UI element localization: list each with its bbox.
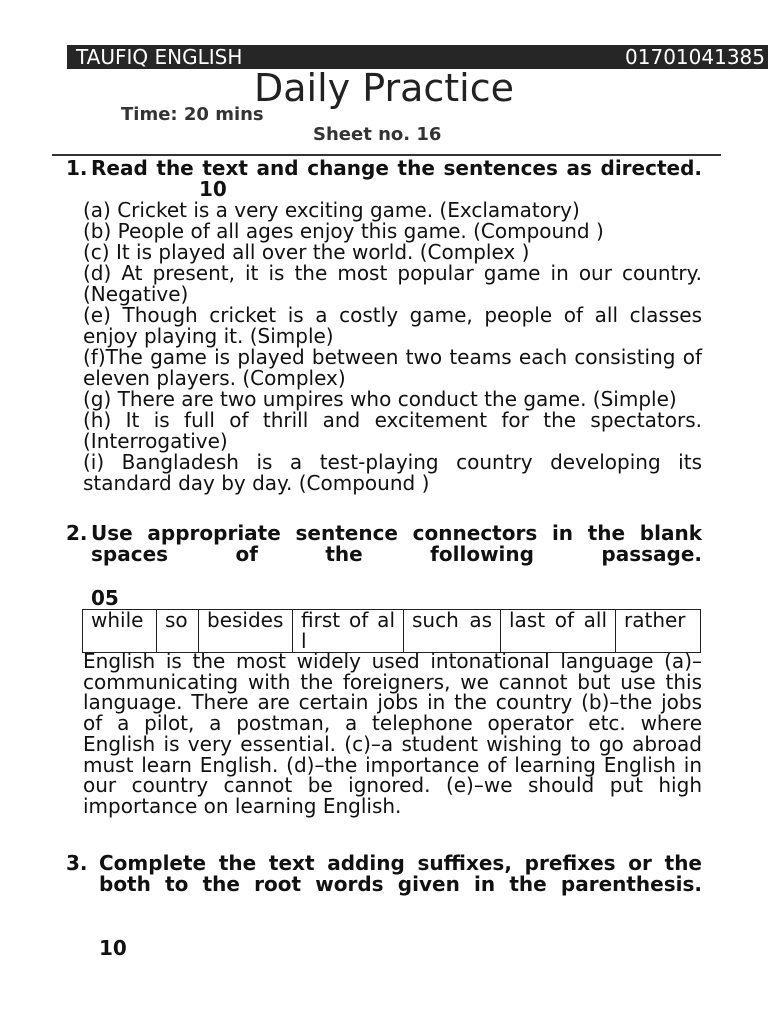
question-3-marks: 10 [99, 936, 127, 960]
list-item: (d) At present, it is the most popular game in our country. (Negative) [83, 261, 702, 306]
table-row [83, 610, 701, 653]
list-item: (e) Though cricket is a costly game, people of all classes enjoy playing it. (Simple) [83, 303, 702, 348]
question-3 [66, 853, 702, 895]
question-3-number: 3. [66, 851, 88, 875]
question-2-passage: English is the most widely used intonational language (a)–communicating with the foreigners, we cannot but use this language. There are certain jobs in the country (b)–the jobs of a pilot, a postman, a telephone operator etc. where English is very essential. (c)–a student wishing to go abroad must learn English. (d)–the importance of learning English in our country cannot be ignored. (e)–we should put high importance on learning English. [83, 649, 702, 818]
question-2-marks: 05 [91, 586, 119, 610]
question-1-text: Read the text and change the sentences as directed. [91, 156, 702, 180]
question-2 [66, 523, 702, 565]
connector-cell: such as [404, 610, 501, 653]
question-2-text: Use appropriate sentence connectors in the blank spaces of the following passage. [91, 521, 702, 566]
list-item: (h) It is full of thrill and excitement for the spectators. (Interrogative) [83, 408, 702, 453]
question-1-marks: 10 [199, 177, 227, 201]
question-2-number: 2. [66, 521, 88, 545]
question-1-instruction [91, 158, 702, 200]
list-item: (f)The game is played between two teams each consisting of eleven players. (Complex) [83, 345, 702, 390]
question-1-items [83, 200, 702, 494]
list-item: (b) People of all ages enjoy this game. (Compound ) [83, 219, 604, 243]
connector-cell: last of all [501, 610, 616, 653]
question-1 [66, 158, 702, 200]
connector-cell: first of all [293, 610, 404, 653]
time-limit: Time: 20 mins [121, 104, 264, 125]
list-item: (i) Bangladesh is a test-playing country developing its standard day by day. (Compound ) [83, 450, 702, 495]
connector-cell: besides [199, 610, 293, 653]
list-item: (g) There are two umpires who conduct the game. (Simple) [83, 387, 677, 411]
page-title: Daily Practice [253, 66, 514, 110]
question-1-number: 1. [66, 156, 88, 180]
header-brand: TAUFIQ ENGLISH [76, 45, 243, 69]
sheet-number: Sheet no. 16 [313, 124, 442, 145]
connector-table [82, 609, 701, 653]
question-3-text: Complete the text adding suffixes, prefixes or the both to the root words given in the parenthesis. [99, 851, 702, 896]
list-item: (c) It is played all over the world. (Complex ) [83, 240, 530, 264]
header-phone: 01701041385 [625, 45, 765, 69]
connector-cell: rather [616, 610, 701, 653]
connector-cell: while [83, 610, 157, 653]
list-item: (a) Cricket is a very exciting game. (Exclamatory) [83, 198, 580, 222]
connector-cell: so [157, 610, 199, 653]
